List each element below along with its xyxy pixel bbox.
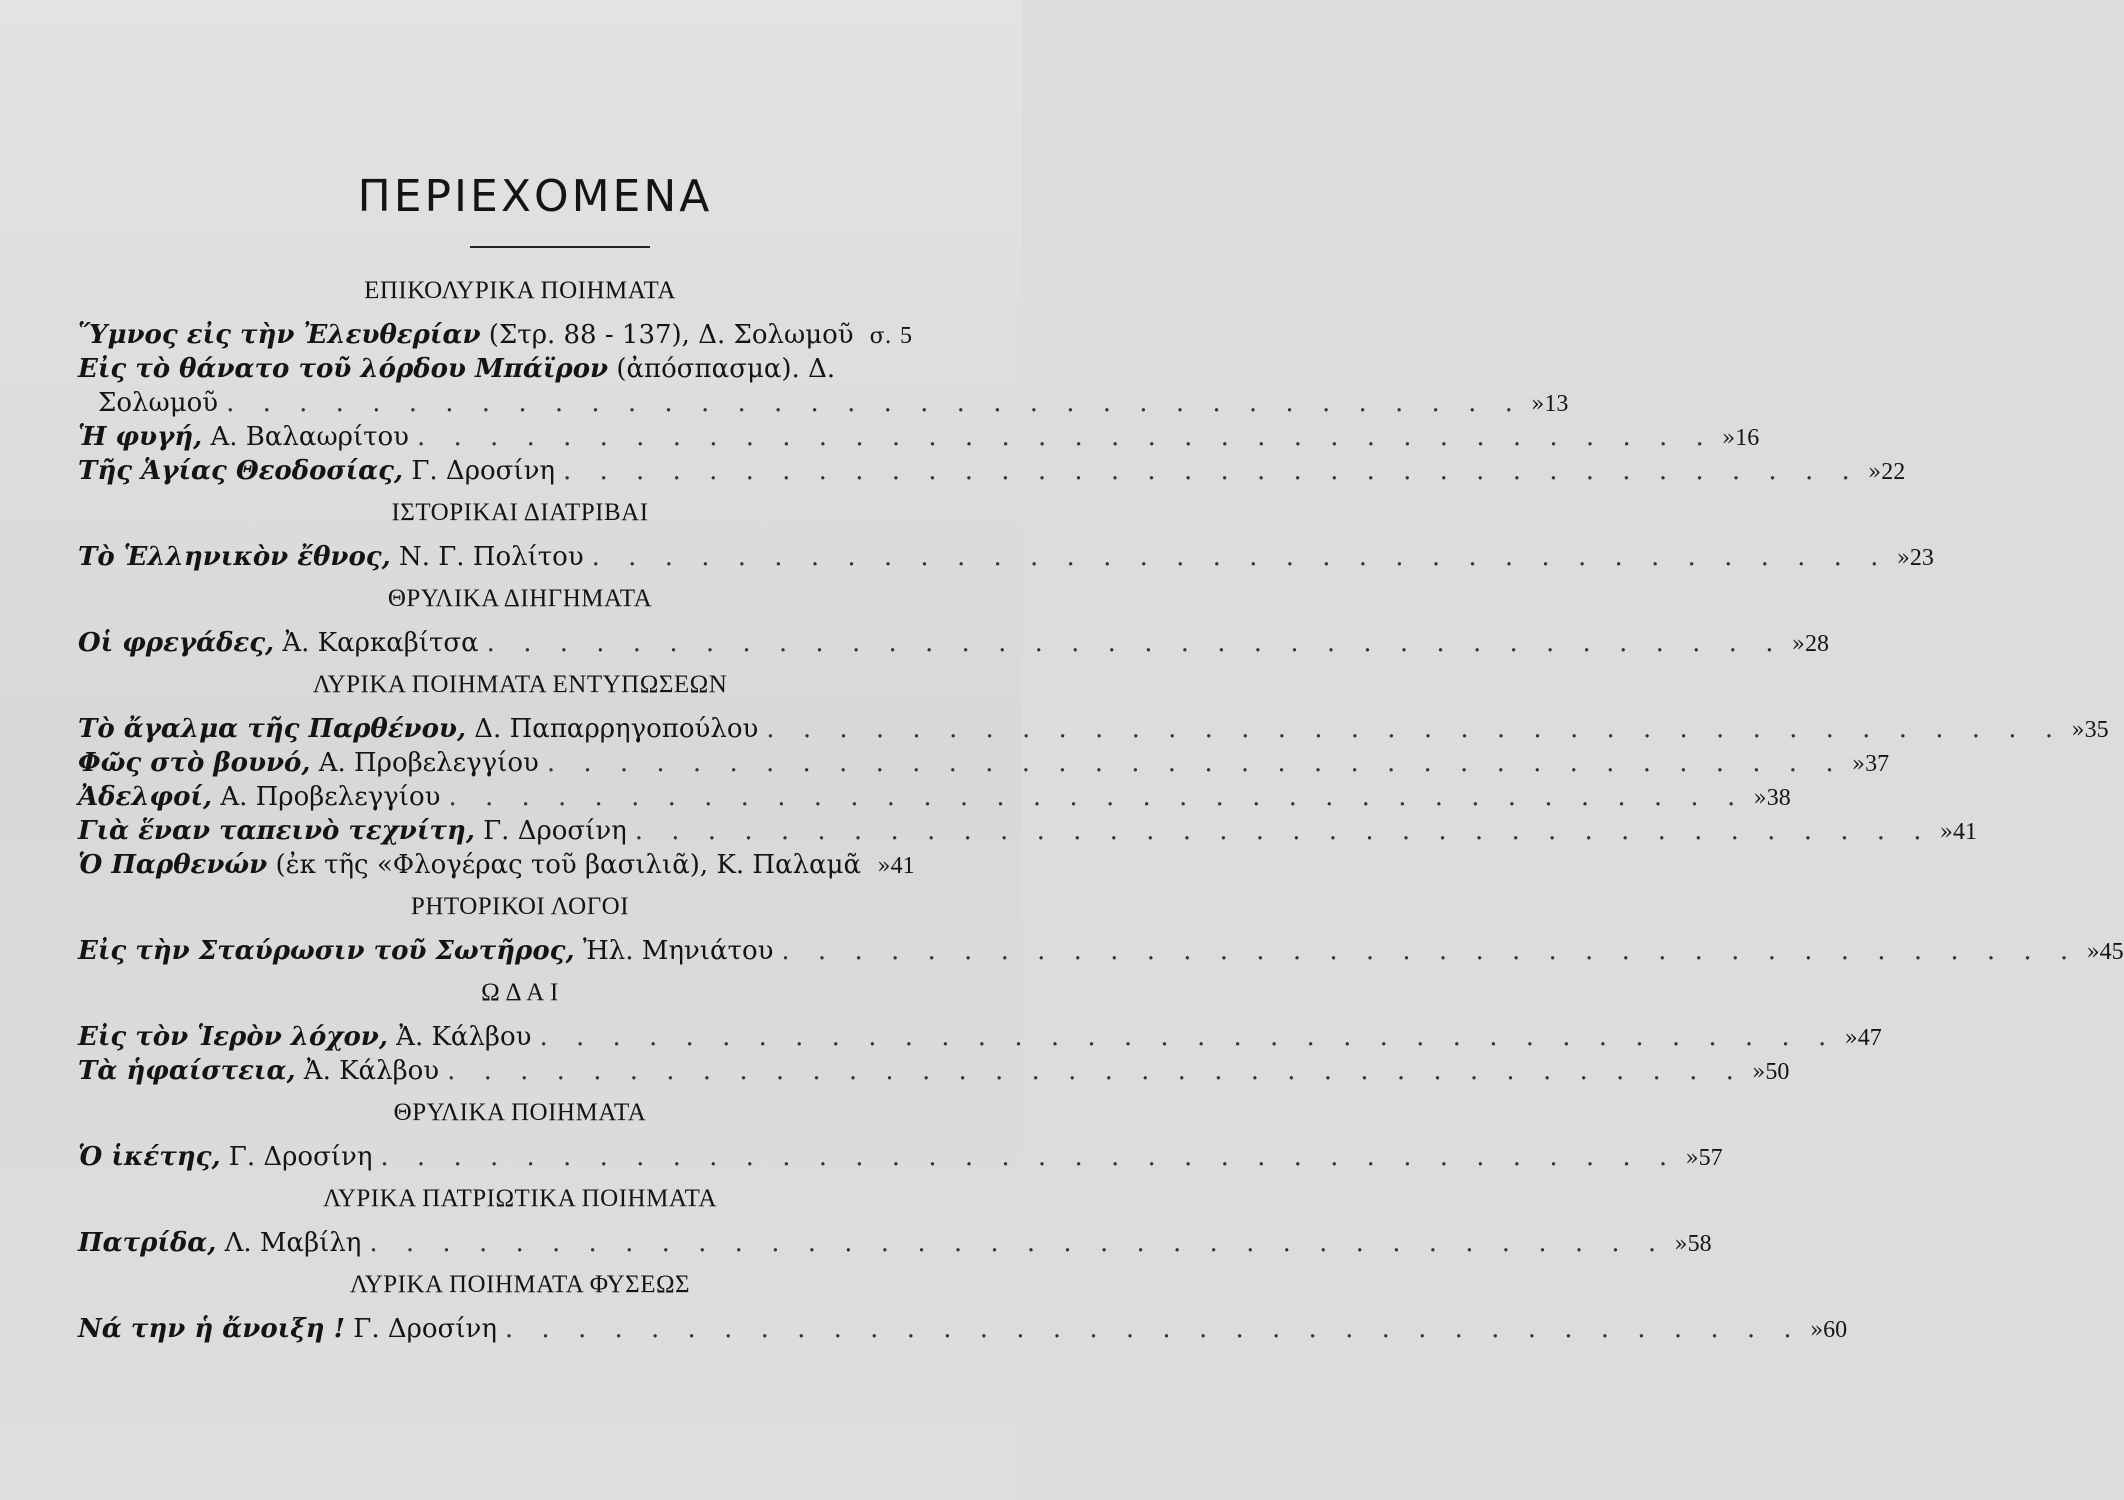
- page-mark: »: [1809, 1318, 1824, 1343]
- entry-title: Τῆς Ἁγίας Θεοδοσίας,: [78, 456, 404, 486]
- section-heading: ΛΥΡΙΚΑ ΠΑΤΡΙΩΤΙΚΑ ΠΟΙΗΜΑΤΑ: [323, 1185, 717, 1212]
- entry-author: Δ. Παπαρρηγοπούλου: [466, 714, 759, 744]
- entry-author: Ἀ. Κάλβου: [295, 1056, 440, 1086]
- dot-leader: . . . . . . . . . . . . . . . . . . . . . . . . . . . . . . . . . . . .: [781, 936, 2079, 966]
- dot-leader: . . . . . . . . . . . . . . . . . . . . . . . . . . . . . . . . . . . .: [369, 1228, 1667, 1258]
- section-heading: ΡΗΤΟΡΙΚΟΙ ΛΟΓΟΙ: [410, 893, 630, 920]
- dot-leader: . . . . . . . . . . . . . . . . . . . . . . . . . . . . . . . . . . . .: [591, 542, 1889, 572]
- dot-leader: . . . . . . . . . . . . . . . . . . . . . . . . . . . . . . . . . . . .: [634, 816, 1932, 846]
- entry-text: [78, 1226, 361, 1260]
- page-number: 37: [1865, 751, 1890, 777]
- page-mark: »: [1939, 820, 1954, 845]
- entry-text: [78, 420, 409, 454]
- entry-title: Νά την ἡ ἄνοιξη !: [78, 1314, 346, 1344]
- dot-leader: . . . . . . . . . . . . . . . . . . . . . . . . . . . . . . . . . . . .: [486, 628, 1784, 658]
- dot-leader: . . . . . . . . . . . . . . . . . . . . . . . . . . . . . . . . . . . .: [562, 456, 1860, 486]
- entry-text: [78, 1140, 372, 1174]
- page-number: 41: [1953, 819, 1978, 845]
- entry-title: Τὸ ἄγαλμα τῆς Παρθένου,: [78, 714, 467, 744]
- page-number: 41: [890, 853, 915, 879]
- entry-text: [78, 712, 758, 746]
- entry-author: Γ. Δροσίνη: [474, 816, 627, 846]
- entry-author: Ἠλ. Μηνιάτου: [574, 936, 774, 966]
- toc-entry[interactable]: [78, 1226, 1712, 1260]
- page-mark: »: [1721, 426, 1736, 451]
- entry-author: Γ. Δροσίνη: [403, 456, 555, 486]
- dot-leader: . . . . . . . . . . . . . . . . . . . . . . . . . . . . . . . . . . . .: [448, 782, 1746, 812]
- page-number: 16: [1735, 425, 1760, 451]
- toc-entry[interactable]: [78, 454, 1906, 488]
- toc-entry[interactable]: [78, 1020, 1882, 1054]
- page-mark: »: [1896, 546, 1910, 571]
- toc-entry[interactable]: [78, 934, 2124, 968]
- page-number: 28: [1804, 631, 1829, 657]
- page-number: 58: [1687, 1231, 1712, 1257]
- toc-entry[interactable]: [78, 420, 1760, 454]
- entry-author: Σολωμοῦ: [98, 388, 219, 418]
- entry-title: Εἰς τὸ θάνατο τοῦ λόρδου Μπάϊρον: [78, 354, 609, 384]
- entry-text: [78, 626, 479, 660]
- entry-author: Ἀ. Κάλβου: [387, 1022, 532, 1052]
- entry-text: [78, 746, 539, 780]
- entry-author: Γ. Δροσίνη: [345, 1314, 497, 1344]
- entry-text: [78, 934, 773, 968]
- entry-title: Φῶς στὸ βουνό,: [78, 748, 311, 778]
- page-mark: »: [1851, 752, 1866, 777]
- page-mark: »: [1674, 1232, 1688, 1257]
- entry-title: Ἀδελφοί,: [78, 782, 213, 812]
- toc-entry[interactable]: [78, 352, 912, 386]
- entry-text: [78, 1312, 497, 1346]
- entry-author: (ἀπόσπασμα). Δ.: [608, 354, 836, 384]
- page-mark: »: [1844, 1026, 1858, 1051]
- entry-author: (Στρ. 88 - 137), Δ. Σολωμοῦ: [480, 320, 854, 350]
- section-heading: ΛΥΡΙΚΑ ΠΟΙΗΜΑΤΑ ΦΥΣΕΩΣ: [349, 1271, 691, 1298]
- page-title: ΠΕΡΙΕΧΟΜΕΝΑ: [357, 171, 713, 222]
- dot-leader: . . . . . . . . . . . . . . . . . . . . . . . . . . . . . . . . . . . .: [504, 1314, 1802, 1344]
- page-number: 47: [1857, 1025, 1882, 1051]
- dot-leader: . . . . . . . . . . . . . . . . . . . . . . . . . . . . . . . . . . . .: [546, 748, 1844, 778]
- toc-entry[interactable]: [78, 712, 2109, 746]
- page-mark: »: [877, 854, 891, 879]
- entry-title: Τὰ ἡφαίστεια,: [78, 1056, 296, 1086]
- page-mark: »: [1530, 392, 1545, 417]
- dot-leader: . . . . . . . . . . . . . . . . . . . . . . . . . . . . . . . . . . . .: [380, 1142, 1678, 1172]
- toc-entry[interactable]: [78, 780, 1791, 814]
- page-mark: »: [1867, 460, 1882, 485]
- toc-entry[interactable]: [78, 626, 1829, 660]
- entry-title: Πατρίδα,: [78, 1228, 217, 1258]
- page-mark: »: [2086, 940, 2100, 965]
- entry-author: (ἐκ τῆς «Φλογέρας τοῦ βασιλιᾶ), Κ. Παλαμᾶ: [267, 850, 862, 880]
- toc-entry[interactable]: [78, 814, 1978, 848]
- entry-author: Λ. Μαβίλη: [216, 1228, 362, 1258]
- entry-text: [78, 540, 584, 574]
- page-number: 38: [1766, 785, 1791, 811]
- page-number: 50: [1765, 1059, 1790, 1085]
- entry-author: Α. Βαλαωρίτου: [202, 422, 409, 452]
- entry-author: Ν. Γ. Πολίτου: [390, 542, 584, 572]
- page-mark: »: [1751, 1060, 1766, 1085]
- entry-author: Ἀ. Καρκαβίτσα: [274, 628, 479, 658]
- page-number: 57: [1698, 1145, 1723, 1171]
- entry-author: Γ. Δροσίνη: [220, 1142, 373, 1172]
- page-number: 45: [2099, 939, 2124, 965]
- entry-text: [78, 780, 440, 814]
- section-heading: Ω Δ Α Ι: [481, 979, 559, 1006]
- page-mark: »: [1791, 632, 1805, 657]
- dot-leader: . . . . . . . . . . . . . . . . . . . . . . . . . . . . . . . . . . . .: [226, 388, 1523, 418]
- entry-title: Εἰς τὸν Ἱερὸν λόχον,: [78, 1022, 388, 1052]
- dot-leader: . . . . . . . . . . . . . . . . . . . . . . . . . . . . . . . . . . . .: [766, 714, 2064, 744]
- entry-text: [78, 386, 218, 420]
- dot-leader: . . . . . . . . . . . . . . . . . . . . . . . . . . . . . . . . . . . .: [416, 422, 1714, 452]
- entry-text: [78, 454, 555, 488]
- section-heading: ΙΣΤΟΡΙΚΑΙ ΔΙΑΤΡΙΒΑΙ: [391, 499, 649, 526]
- page-number: 5: [900, 323, 912, 349]
- entry-title: Ὁ Παρθενών: [78, 850, 268, 880]
- page-mark: σ.: [869, 324, 892, 349]
- toc-entry[interactable]: [78, 1140, 1723, 1174]
- entry-text: [78, 1020, 531, 1054]
- toc-entry[interactable]: [78, 746, 1890, 780]
- entry-title: Ἡ φυγή,: [78, 422, 203, 452]
- toc-entry[interactable]: [78, 1312, 1848, 1346]
- page-mark: »: [2071, 718, 2085, 743]
- toc-entry[interactable]: [78, 848, 915, 882]
- section-heading: ΘΡΥΛΙΚΑ ΠΟΙΗΜΑΤΑ: [393, 1099, 647, 1126]
- entry-text: [78, 848, 861, 882]
- page-number: 23: [1909, 545, 1934, 571]
- entry-text: [78, 814, 627, 848]
- entry-text: [78, 1054, 439, 1088]
- toc-entry[interactable]: [78, 318, 912, 352]
- entry-title: Γιὰ ἕναν ταπεινὸ τεχνίτη,: [78, 816, 475, 846]
- page-number: 60: [1823, 1317, 1848, 1343]
- page-number: 13: [1544, 391, 1569, 417]
- section-heading: ΛΥΡΙΚΑ ΠΟΙΗΜΑΤΑ ΕΝΤΥΠΩΣΕΩΝ: [312, 671, 728, 698]
- page-number: 35: [2084, 717, 2109, 743]
- page-mark: »: [1753, 786, 1767, 811]
- entry-author: Α. Προβελεγγίου: [310, 748, 539, 778]
- dot-leader: . . . . . . . . . . . . . . . . . . . . . . . . . . . . . . . . . . . .: [539, 1022, 1837, 1052]
- section-heading: ΕΠΙΚΟΛΥΡΙΚΑ ΠΟΙΗΜΑΤΑ: [364, 277, 676, 304]
- entry-title: Οἱ φρεγάδες,: [78, 628, 275, 658]
- toc-entry[interactable]: [78, 386, 1569, 420]
- table-of-contents: [78, 274, 2124, 1346]
- entry-title: Ὁ ἱκέτης,: [78, 1142, 221, 1172]
- toc-entry[interactable]: [78, 1054, 1790, 1088]
- dot-leader: . . . . . . . . . . . . . . . . . . . . . . . . . . . . . . . . . . . .: [447, 1056, 1744, 1086]
- page-mark: »: [1685, 1146, 1699, 1171]
- entry-text: [78, 318, 854, 352]
- title-rule: [470, 246, 650, 248]
- toc-entry[interactable]: [78, 540, 1934, 574]
- entry-title: Ὕμνος εἰς τὴν Ἐλευθερίαν: [78, 320, 481, 350]
- entry-author: Α. Προβελεγγίου: [212, 782, 441, 812]
- entry-text: [78, 352, 835, 386]
- page-number: 22: [1881, 459, 1906, 485]
- entry-title: Εἰς τὴν Σταύρωσιν τοῦ Σωτῆρος,: [78, 936, 575, 966]
- entry-title: Τὸ Ἑλληνικὸν ἔθνος,: [78, 542, 391, 572]
- section-heading: ΘΡΥΛΙΚΑ ΔΙΗΓΗΜΑΤΑ: [387, 585, 653, 612]
